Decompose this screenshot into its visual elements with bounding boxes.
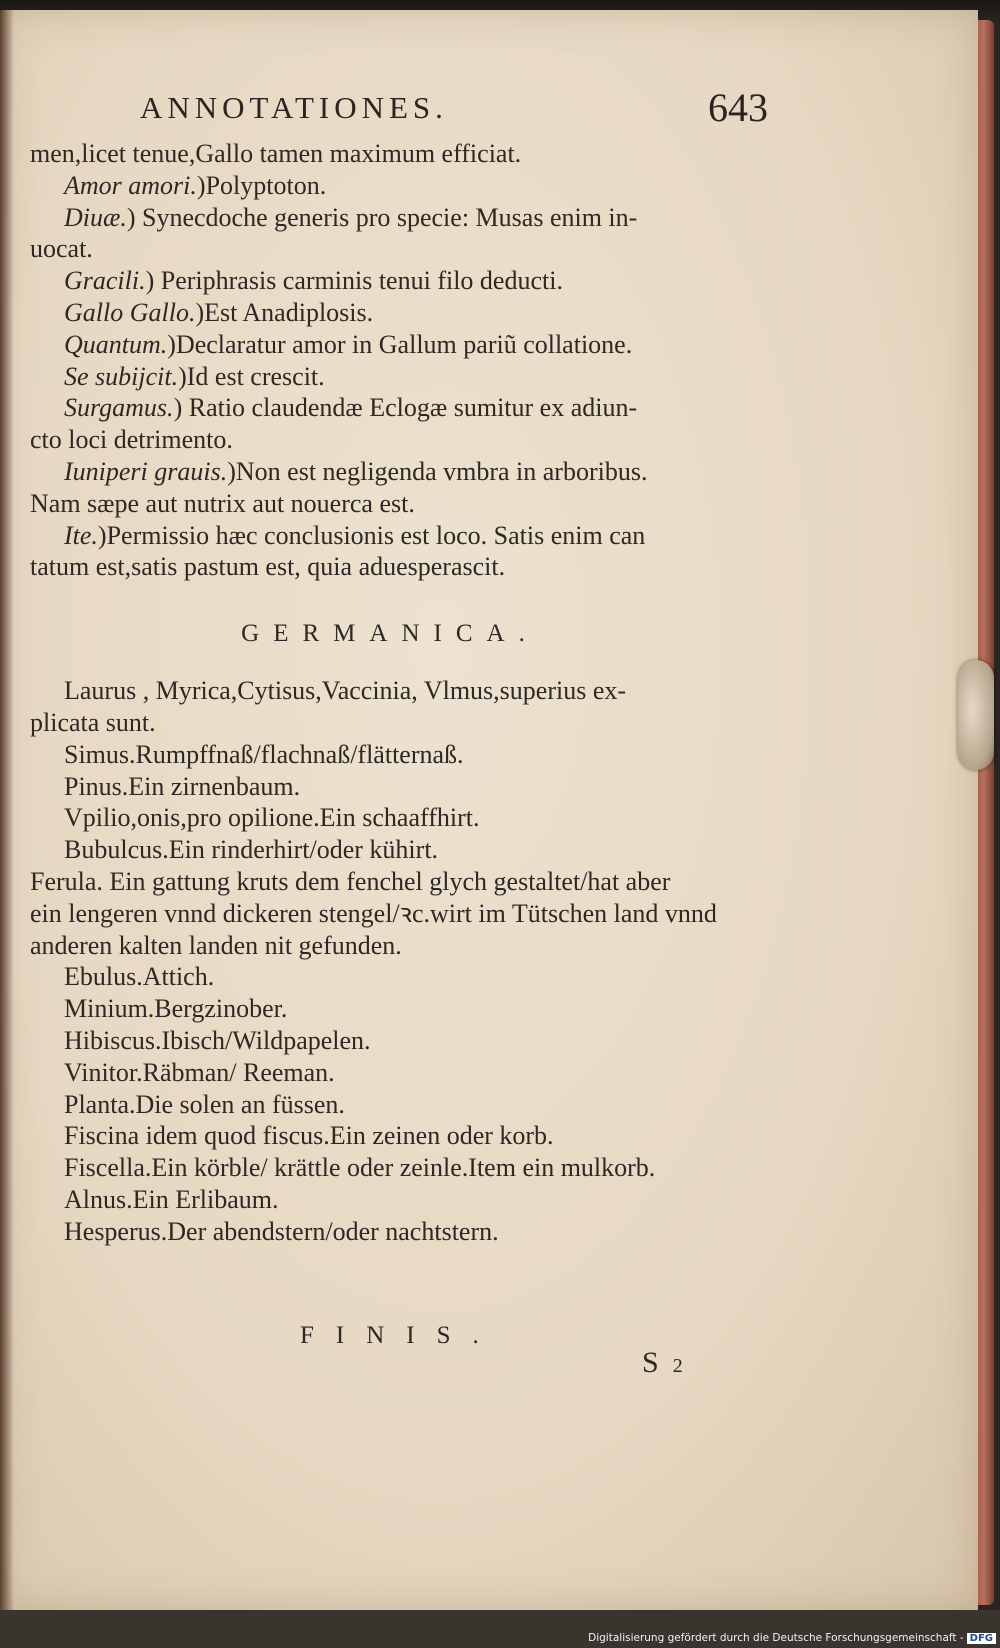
annotation-line [30, 202, 790, 234]
annotation-lemma: Diuæ. [64, 202, 127, 232]
annotation-text: ) Periphrasis carminis tenui filo deducti. [145, 266, 563, 296]
annotation-line [30, 392, 790, 424]
annotation-text: )Declaratur amor in Gallum pariũ collatione. [167, 329, 633, 359]
running-head: ANNOTATIONES. [140, 90, 448, 125]
digitization-credit [588, 1632, 996, 1644]
annotation-text: )Est Anadiplosis. [195, 297, 374, 327]
glossary-line: Simus.Rumpffnaß/flachnaß/flätternaß. [64, 739, 464, 769]
annotation-line [30, 297, 790, 329]
annotation-lemma: Quantum. [64, 329, 168, 359]
signature-letter: S [642, 1346, 659, 1379]
glossary-line: plicata sunt. [30, 707, 156, 737]
annotations-block [30, 138, 790, 583]
glossary-line: Pinus.Ein zirnenbaum. [64, 771, 301, 801]
annotation-line [30, 424, 790, 456]
glossary-line: Bubulcus.Ein rinderhirt/oder kühirt. [64, 835, 439, 865]
signature-number: 2 [672, 1355, 683, 1377]
annotation-lemma: Iuniperi grauis. [64, 456, 228, 486]
annotation-line [30, 233, 790, 265]
book-clasp [958, 660, 994, 770]
glossary-line: Planta.Die solen an füssen. [64, 1089, 345, 1119]
glossary-line: Fiscina idem quod fiscus.Ein zeinen oder korb. [64, 1121, 554, 1151]
germanica-block [30, 675, 790, 1247]
annotation-text: cto loci detrimento. [30, 425, 233, 455]
glossary-line: Vpilio,onis,pro opilione.Ein schaaffhirt. [64, 803, 480, 833]
annotation-line [30, 138, 790, 170]
annotation-line [30, 456, 790, 488]
annotation-line [30, 520, 790, 552]
glossary-line: Laurus , Myrica,Cytisus,Vaccinia, Vlmus,superius ex- [64, 676, 627, 706]
section-heading-germanica: GERMANICA. [241, 620, 539, 648]
annotation-text: )Non est negligenda vmbra in arboribus. [227, 456, 648, 486]
glossary-line: Minium.Bergzinober. [64, 994, 288, 1024]
annotation-line [30, 329, 790, 361]
glossary-line: anderen kalten landen nit gefunden. [30, 930, 402, 960]
annotation-text: Nam sæpe aut nutrix aut nouerca est. [30, 488, 415, 518]
annotation-line [30, 265, 790, 297]
annotation-line [30, 488, 790, 520]
annotation-text: )Permissio hæc conclusionis est loco. Satis enim can [97, 520, 646, 550]
signature-mark [642, 1346, 683, 1380]
annotation-line [30, 170, 790, 202]
dfg-logo: DFG [967, 1633, 996, 1644]
annotation-lemma: Ite. [64, 520, 98, 550]
annotation-line [30, 551, 790, 583]
page-text [30, 138, 790, 1248]
annotation-text: )Id est crescit. [178, 361, 325, 391]
glossary-line: Fiscella.Ein körble/ krättle oder zeinle.Item ein mulkorb. [64, 1153, 656, 1183]
annotation-line [30, 361, 790, 393]
glossary-line: Ebulus.Attich. [64, 962, 215, 992]
annotation-text: ) Ratio claudendæ Eclogæ sumitur ex adiun- [173, 393, 638, 423]
annotation-lemma: Gallo Gallo. [64, 297, 196, 327]
annotation-lemma: Amor amori. [64, 170, 197, 200]
page-gutter-shadow [0, 10, 14, 1610]
annotation-text: uocat. [30, 234, 93, 264]
annotation-lemma: Surgamus. [64, 393, 174, 423]
credit-text: Digitalisierung gefördert durch die Deutsche Forschungsgemeinschaft - [588, 1632, 964, 1644]
glossary-line: Vinitor.Räbman/ Reeman. [64, 1057, 335, 1087]
glossary-line: Ferula. Ein gattung kruts dem fenchel glych gestaltet/hat aber [30, 866, 671, 896]
finis-mark: FINIS. [300, 1322, 501, 1349]
glossary-line: ein lengeren vnnd dickeren stengel/ꝛc.wirt im Tütschen land vnnd [30, 898, 717, 928]
glossary-line: Hibiscus.Ibisch/Wildpapelen. [64, 1025, 371, 1055]
annotation-lemma: Gracili. [64, 266, 146, 296]
page-number: 643 [708, 85, 768, 130]
glossary-line: Hesperus.Der abendstern/oder nachtstern. [64, 1216, 499, 1246]
annotation-text: )Polyptoton. [196, 170, 327, 200]
annotation-lemma: Se subijcit. [64, 361, 179, 391]
annotation-text: ) Synecdoche generis pro specie: Musas enim in- [126, 202, 638, 232]
glossary-line: Alnus.Ein Erlibaum. [64, 1184, 279, 1214]
annotation-text: men,licet tenue,Gallo tamen maximum efficiat. [30, 139, 522, 168]
annotation-text: tatum est,satis pastum est, quia aduesperascit. [30, 552, 506, 582]
